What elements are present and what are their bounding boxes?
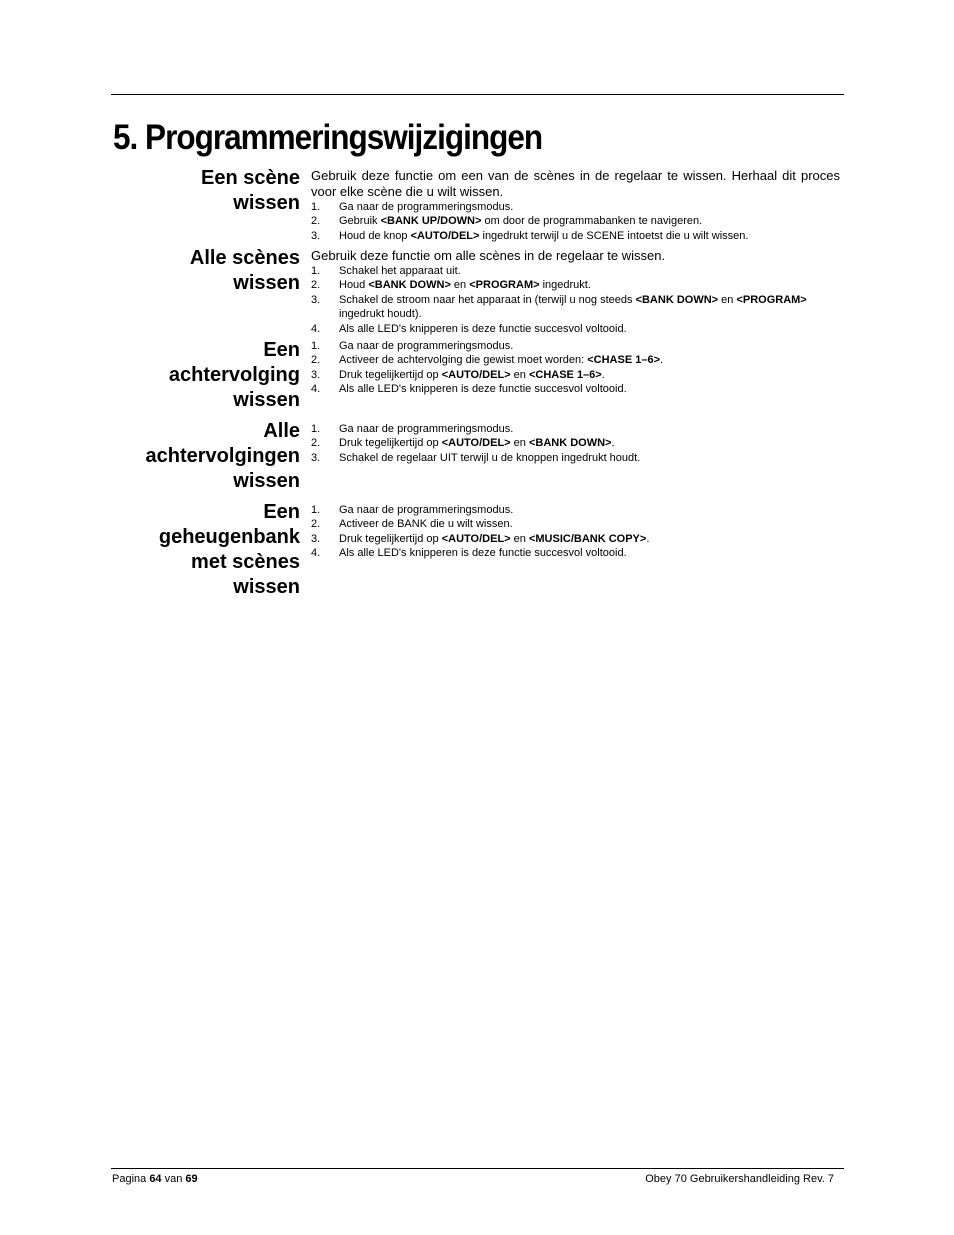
- step-key-label: <BANK UP/DOWN>: [380, 215, 482, 228]
- section-body: [311, 168, 840, 243]
- footer-rule: [111, 1168, 844, 1169]
- section-intro: Gebruik deze functie om een van de scènes in de regelaar te wissen. Herhaal dit proces voor elke scène die u wilt wissen.: [311, 168, 840, 199]
- section-heading-line: wissen: [233, 576, 300, 598]
- section-body: [311, 339, 840, 397]
- step-number: 4.: [311, 547, 321, 560]
- step-text: ingedrukt terwijl u de SCENE intoetst die u wilt wissen.: [479, 229, 749, 242]
- step-text: Druk tegelijkertijd op: [339, 532, 442, 545]
- step-text: Activeer de BANK die u wilt wissen.: [339, 518, 513, 531]
- step-item: [311, 322, 840, 336]
- step-text: Schakel het apparaat uit.: [339, 265, 461, 277]
- section-heading-line: achtervolging: [168, 364, 300, 386]
- step-item: [311, 436, 840, 450]
- section-body: [311, 503, 840, 561]
- step-item: [311, 339, 840, 353]
- step-item: [311, 278, 840, 292]
- footer-page-total: 69: [185, 1173, 198, 1185]
- step-key-label: <BANK DOWN>: [368, 279, 451, 292]
- section-heading-line: wissen: [233, 272, 300, 294]
- section-heading-line: Een: [263, 339, 300, 361]
- step-item: [311, 214, 840, 228]
- footer-page-current: 64: [149, 1173, 162, 1185]
- step-number: 2.: [311, 437, 321, 450]
- step-text: Activeer de achtervolging die gewist moet worden:: [339, 354, 588, 367]
- step-number: 3.: [311, 451, 321, 464]
- step-text: om door de programmabanken te navigeren.: [481, 215, 703, 228]
- step-list: [311, 264, 840, 336]
- step-number: 3.: [311, 229, 321, 242]
- step-key-label: <CHASE 1–6>: [587, 354, 661, 367]
- step-item: [311, 353, 840, 367]
- step-text: ingedrukt.: [539, 279, 591, 292]
- step-text: Als alle LED's knipperen is deze functie succesvol voltooid.: [339, 383, 627, 396]
- section-heading-line: achtervolgingen: [145, 445, 300, 467]
- step-item: [311, 546, 840, 560]
- step-number: 2.: [311, 354, 321, 367]
- page-title: 5. Programmeringswijzigingen: [113, 118, 543, 157]
- step-number: 1.: [311, 201, 321, 213]
- step-text: .: [601, 368, 605, 381]
- section-body: [311, 422, 840, 465]
- section-heading-line: wissen: [233, 192, 300, 214]
- section-heading-line: wissen: [233, 470, 300, 492]
- step-key-label: <BANK DOWN>: [635, 293, 719, 306]
- step-text: Schakel de stroom naar het apparaat in (terwijl u nog steeds: [339, 293, 636, 306]
- section-heading: [111, 166, 300, 216]
- step-text: Als alle LED's knipperen is deze functie succesvol voltooid.: [339, 322, 627, 335]
- step-number: 3.: [311, 532, 321, 545]
- step-key-label: <CHASE 1–6>: [528, 368, 602, 381]
- step-text: ingedrukt houdt).: [339, 308, 422, 321]
- step-text: Ga naar de programmeringsmodus.: [339, 340, 514, 352]
- step-key-label: <AUTO/DEL>: [441, 532, 511, 545]
- step-text: Druk tegelijkertijd op: [339, 368, 442, 381]
- section-heading-line: Een: [263, 501, 300, 523]
- section-heading: [111, 419, 300, 494]
- section-heading: [111, 338, 300, 413]
- header-rule: [111, 94, 844, 95]
- step-number: 1.: [311, 265, 321, 277]
- step-number: 2.: [311, 215, 321, 228]
- step-item: [311, 503, 840, 517]
- section-heading-line: Alle scènes: [189, 247, 300, 269]
- step-list: [311, 422, 840, 465]
- step-list: [311, 200, 840, 243]
- step-key-label: <AUTO/DEL>: [410, 229, 480, 242]
- step-text: Ga naar de programmeringsmodus.: [339, 201, 514, 213]
- section-heading-line: Een scène: [201, 167, 300, 189]
- step-text: .: [646, 532, 650, 545]
- step-number: 4.: [311, 383, 321, 396]
- step-text: Ga naar de programmeringsmodus.: [339, 504, 514, 516]
- step-text: en: [510, 532, 529, 545]
- section-intro: Gebruik deze functie om alle scènes in de regelaar te wissen.: [311, 248, 666, 263]
- footer-page-sep: van: [161, 1173, 186, 1185]
- step-key-label: <AUTO/DEL>: [441, 437, 511, 450]
- step-item: [311, 293, 840, 322]
- step-item: [311, 422, 840, 436]
- section-heading-line: Alle: [263, 420, 300, 442]
- step-text: Gebruik: [339, 215, 381, 228]
- section-heading: [111, 246, 300, 296]
- step-text: en: [718, 293, 737, 306]
- section-heading-line: wissen: [233, 389, 300, 411]
- step-text: en: [510, 437, 529, 450]
- step-key-label: <MUSIC/BANK COPY>: [528, 532, 647, 545]
- step-item: [311, 264, 840, 278]
- section-heading-line: geheugenbank: [158, 526, 300, 548]
- step-number: 3.: [311, 368, 321, 381]
- footer-page-number: [112, 1172, 198, 1186]
- step-list: [311, 339, 840, 397]
- step-text: Houd de knop: [339, 229, 411, 242]
- step-text: Druk tegelijkertijd op: [339, 437, 442, 450]
- step-key-label: <AUTO/DEL>: [441, 368, 511, 381]
- section-heading: [111, 500, 300, 600]
- step-key-label: <PROGRAM>: [469, 279, 540, 292]
- section-heading-line: met scènes: [191, 551, 300, 573]
- step-number: 2.: [311, 518, 321, 531]
- step-item: [311, 451, 840, 465]
- step-text: en: [450, 279, 470, 292]
- footer-page-prefix: Pagina: [112, 1173, 150, 1185]
- step-number: 4.: [311, 322, 321, 335]
- step-text: .: [660, 354, 664, 367]
- step-text: Schakel de regelaar UIT terwijl u de knoppen ingedrukt houdt.: [339, 451, 641, 464]
- step-key-label: <PROGRAM>: [736, 293, 807, 306]
- section-body: [311, 248, 840, 336]
- step-number: 2.: [311, 279, 321, 292]
- step-text: .: [611, 437, 615, 450]
- step-text: en: [510, 368, 529, 381]
- step-item: [311, 229, 840, 243]
- footer-document-title: Obey 70 Gebruikershandleiding Rev. 7: [645, 1173, 834, 1185]
- step-number: 1.: [311, 423, 321, 435]
- step-item: [311, 532, 840, 546]
- step-text: Ga naar de programmeringsmodus.: [339, 423, 514, 435]
- step-item: [311, 200, 840, 214]
- step-text: Houd: [339, 279, 369, 292]
- step-number: 1.: [311, 340, 321, 352]
- step-item: [311, 517, 840, 531]
- step-number: 3.: [311, 293, 321, 306]
- step-list: [311, 503, 840, 561]
- step-number: 1.: [311, 504, 321, 516]
- step-key-label: <BANK DOWN>: [528, 437, 612, 450]
- step-item: [311, 382, 840, 396]
- step-text: Als alle LED's knipperen is deze functie succesvol voltooid.: [339, 547, 627, 560]
- step-item: [311, 368, 840, 382]
